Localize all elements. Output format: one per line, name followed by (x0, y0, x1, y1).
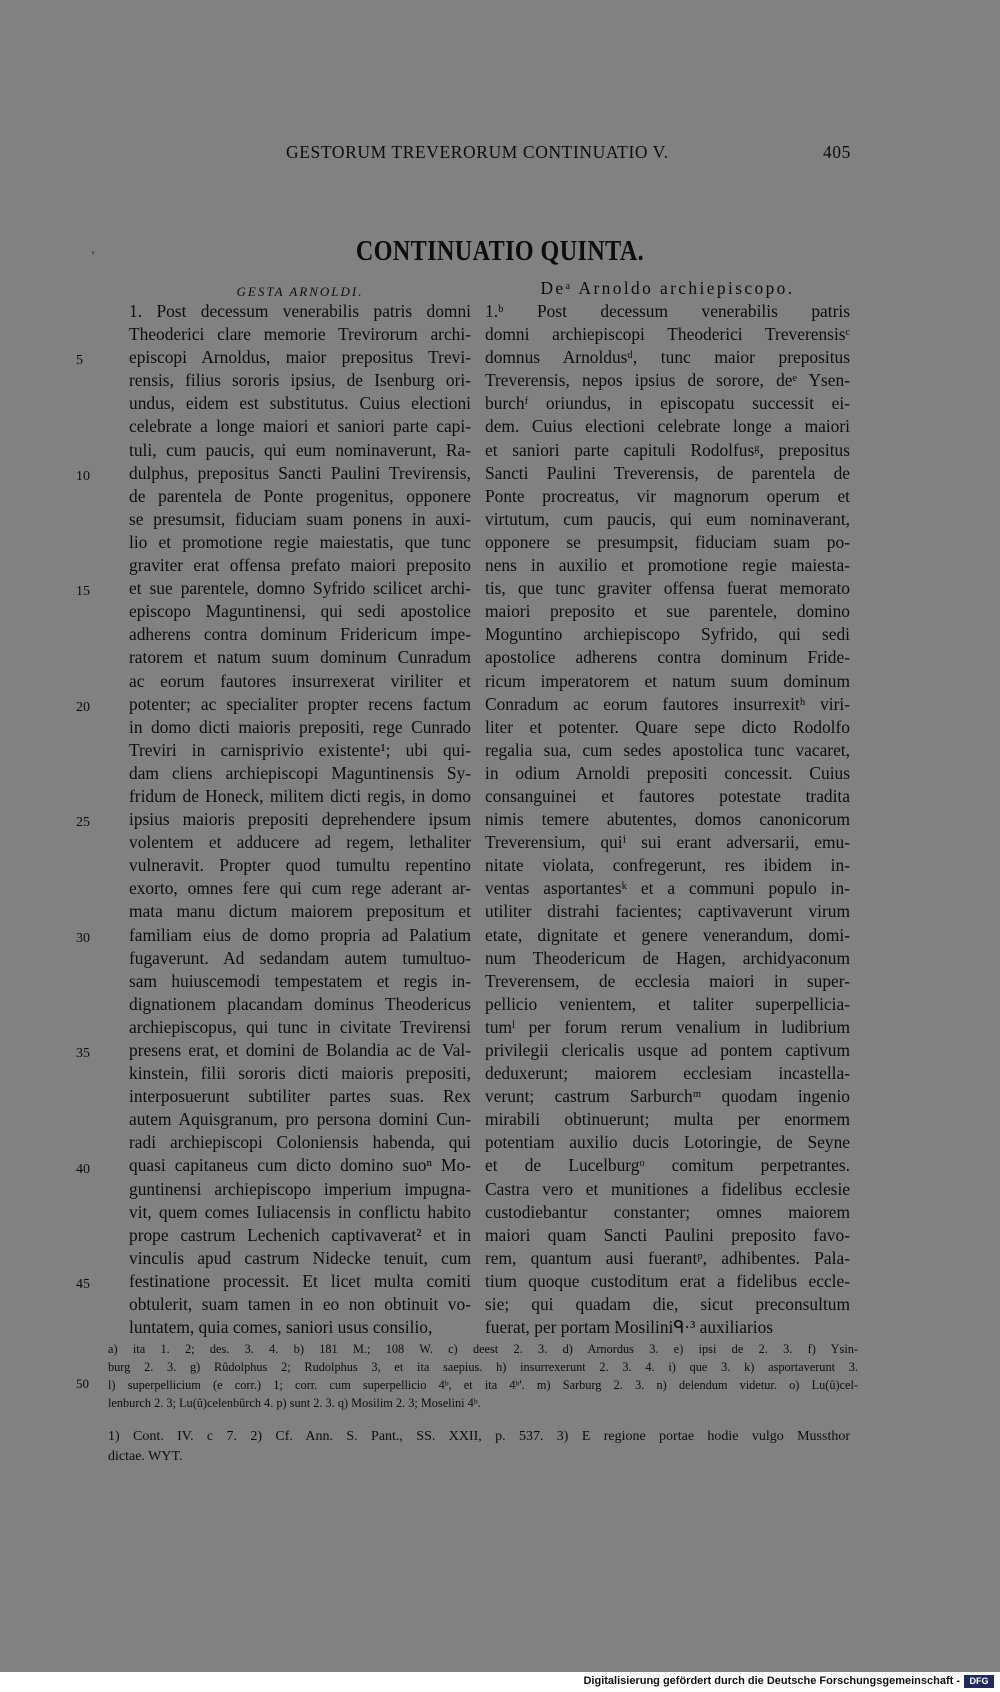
critical-note-line: l) superpellicium (e corr.) 1; corr. cum superpellicio 4ᵇ, et ita 4ᵇ'. m) Sarburg 2. 3. n) delendum videtur. o) Lu(û)cel- (108, 1378, 858, 1392)
line-number: 30 (76, 930, 90, 946)
digitization-credit-bar (0, 1672, 1000, 1692)
text-line: prope castrum Lechenich captivaverat² et in (129, 1224, 471, 1245)
text-line: liter et potenter. Quare sepe dicto Rodolfo (485, 716, 850, 737)
critical-note-line: lenburch 2. 3; Lu(û)celenbûrch 4. p) sunt 2. 3. q) Mosilim 2. 3; Moselini 4ᵇ. (108, 1396, 481, 1410)
line-number: 5 (76, 353, 83, 369)
text-line: pellicio venientem, et taliter superpellicia- (485, 993, 850, 1014)
text-line: Ponte procreatus, vir magnorum operum et (485, 485, 850, 506)
text-line: etate, dignitate et genere venerandum, domi- (485, 924, 850, 945)
text-line: utiliter distrahi facientes; captivaverunt virum (485, 901, 850, 922)
text-line: tis, que tunc graviter offensa fuerat memorato (485, 578, 850, 599)
text-line: ac eorum fautores insurrexerat viriliter et (129, 670, 471, 691)
text-line: Treviri in carnisprivio existente¹; ubi qui- (129, 739, 471, 760)
text-line: tuli, cum paucis, qui eum nominaverunt, Ra- (129, 439, 471, 460)
text-line: archiepiscopus, qui tunc in civitate Trevirensi (129, 1016, 471, 1037)
digitization-credit: Digitalisierung gefördert durch die Deutsche Forschungsgemeinschaft - (583, 1675, 960, 1687)
text-line: maiori preposito et sue parentele, domino (485, 601, 850, 622)
text-line: luntatem, quia comes, saniori usus consilio, (129, 1317, 433, 1338)
text-line: rem, quantum ausi fuerantᵖ, adhibentes. Pala- (485, 1247, 850, 1268)
text-line: radi archiepiscopi Coloniensis habenda, qui (129, 1132, 471, 1153)
text-line: undus, eidem est substitutus. Cuius electioni (129, 393, 471, 414)
text-line: ipsius maioris prepositi deprehendere ipsum (129, 809, 471, 830)
right-column-heading: Deᵃ Arnoldo archiepiscopo. (540, 278, 795, 298)
margin-mark: ' (92, 248, 95, 262)
line-number: 15 (76, 584, 90, 600)
line-number: 10 (76, 468, 90, 484)
text-line: dulphus, prepositus Sancti Paulini Trevirensis, (129, 462, 471, 483)
line-number: 25 (76, 815, 90, 831)
running-head-title: GESTORUM TREVERORUM CONTINUATIO V. (286, 142, 669, 162)
text-line: tumˡ per forum rerum venalium in ludibrium (485, 1016, 850, 1037)
line-number: 20 (76, 699, 90, 715)
text-line: de parentela de Ponte progenitus, opponere (129, 485, 471, 506)
critical-apparatus (108, 1340, 858, 1412)
text-line: in odium Arnoldi prepositi concessit. Cuius (485, 762, 850, 783)
text-line: mata manu dictum maiorem prepositum et (129, 901, 471, 922)
text-line: celebrate a longe maiori et saniori parte capi- (129, 416, 471, 437)
text-line: graviter erat offensa prefato maiori preposito (129, 555, 471, 576)
text-line: potenter; ac specialiter propter recens factum (129, 693, 471, 714)
text-line: dem. Cuius electioni celebrate longe a maiori (485, 416, 850, 437)
text-line: nens in auxilio et promotione regie maiesta- (485, 555, 850, 576)
text-line: consanguinei et fautores potestate tradita (485, 785, 850, 806)
text-line: maiori quam Sancti Paulini preposito favo- (485, 1224, 850, 1245)
section-title: CONTINUATIO QUINTA. (355, 236, 645, 267)
text-line: Moguntino archiepiscopo Syfrido, qui sedi (485, 624, 850, 645)
text-line: lio et promotione regie maiestatis, que tunc (129, 531, 471, 552)
text-line: num Theodericum de Hagen, archidyaconum (485, 947, 850, 968)
text-line: familiam eius de domo propria ad Palatium (129, 924, 471, 945)
text-line: deduxerunt; maiorem ecclesiam incastella- (485, 1063, 850, 1084)
text-line: domnus Arnoldusᵈ, tunc maior prepositus (485, 347, 850, 368)
text-line: sam huiuscemodi tempestatem et regis in- (129, 970, 471, 991)
text-line: verunt; castrum Sarburchᵐ quodam ingenio (485, 1086, 850, 1107)
text-line: apostolice adherens contra dominum Fride- (485, 647, 850, 668)
right-column-text (485, 300, 850, 1339)
text-line: nitate violata, confregerunt, res ibidem in- (485, 855, 850, 876)
text-line: presens erat, et domini de Bolandia ac de Val- (129, 1040, 471, 1060)
text-line: opponere se presumpsit, fiduciam suam po- (485, 531, 850, 552)
text-line: episcopi Arnoldus, maior prepositus Trevi- (129, 347, 471, 368)
text-line: virtutum, cum paucis, qui eum nominaverant, (485, 508, 850, 529)
text-line: guntinensi archiepiscopo imperium impugna- (129, 1178, 471, 1199)
line-number: 45 (76, 1277, 90, 1293)
text-line: domni archiepiscopi Theoderici Treverensisᶜ (485, 324, 850, 345)
text-line: dam cliens archiepiscopi Maguntinensis Sy- (129, 762, 471, 783)
text-line: potentiam auxilio ducis Lotoringie, de Seyne (485, 1132, 850, 1153)
text-line: interposuerunt subtiliter partes suas. Rex (129, 1086, 471, 1107)
text-line: rensis, filius sororis ipsius, de Isenburg ori- (129, 370, 471, 391)
left-column-text (129, 300, 471, 1339)
line-number: 35 (76, 1046, 90, 1062)
text-line: burchᶠ oriundus, in episcopatu successit ei- (485, 393, 850, 414)
dfg-logo: DFG (964, 1675, 994, 1688)
text-line: Sancti Paulini Treverensis, de parentela de (485, 462, 850, 483)
text-line: volentem et adducere ad regem, lethaliter (129, 832, 471, 853)
text-line: obtulerit, suam tamen in eo non obtinuit vo- (129, 1294, 471, 1315)
text-line: et sue parentele, domno Syfrido scilicet archi- (129, 578, 471, 599)
text-line: mirabili obtinuerunt; multa per enormem (485, 1109, 850, 1130)
left-column-heading: GESTA ARNOLDI. (236, 284, 364, 299)
text-line: regalia sua, cum sedes apostolica tunc vacaret, (485, 739, 850, 760)
text-line: 1. Post decessum venerabilis patris domni (129, 301, 471, 321)
page-number: 405 (822, 142, 851, 162)
text-line: quasi capitaneus cum dicto domino suoⁿ Mo- (129, 1155, 471, 1176)
text-line: Castra vero et munitiones a fidelibus ecclesie (485, 1178, 850, 1199)
text-line: Treverensium, quiⁱ sui erant adversarii, emu- (485, 832, 850, 853)
text-line: fridum de Honeck, militem dicti regis, in domo (129, 785, 471, 806)
text-line: 1.ᵇ Post decessum venerabilis patris (485, 301, 850, 321)
text-line: et de Lucelburgᵒ comitum perpetrantes. (485, 1155, 850, 1176)
critical-note-line: burg 2. 3. g) Rûdolphus 2; Rudolphus 3, et ita saepius. h) insurrexerunt 2. 3. 4. i) que 3. k) asportaverunt 3. (108, 1360, 858, 1374)
text-line: vulneravit. Propter quod tumultu repentino (129, 855, 471, 876)
text-line: nimis temere abutentes, domos canonicorum (485, 809, 850, 830)
text-line: kinstein, filii sororis dicti maioris prepositi, (129, 1063, 471, 1084)
text-line: Theoderici clare memorie Trevirorum archi- (129, 324, 471, 345)
text-line: se presumsit, fiduciam suam ponens in auxi- (129, 508, 471, 529)
text-line: tium quoque custoditum erat a fidelibus eccle- (485, 1270, 850, 1291)
text-line: ratorem et natum suum dominum Cunradum (129, 647, 471, 668)
text-line: ricum imperatorem et natum suum dominum (485, 670, 850, 691)
text-line: Conradum ac eorum fautores insurrexitʰ viri- (485, 693, 850, 714)
text-line: episcopo Maguntinensi, qui sedi apostolice (129, 601, 471, 622)
text-line: exorto, omnes fere qui cum rege aderant ar- (129, 878, 471, 899)
text-line: autem Aquisgranum, pro persona domini Cun- (129, 1109, 471, 1130)
footnote-line: 1) Cont. IV. c 7. 2) Cf. Ann. S. Pant., SS. XXII, p. 537. 3) E regione portae hodie vulgo Mussthor (108, 1429, 850, 1444)
footnotes (108, 1427, 850, 1467)
text-line: privilegii clericalis usque ad pontem captivum (485, 1040, 850, 1060)
text-line: festinatione processit. Et licet multa comiti (129, 1270, 471, 1291)
text-line: vinculis apud castrum Nidecke tenuit, cum (129, 1247, 471, 1268)
text-line: fugaverunt. Ad sedandam autem tumultuo- (129, 947, 471, 968)
text-line: fuerat, per portam Mosiliniᑫ·³ auxiliarios (485, 1317, 774, 1338)
text-line: ventas asportantesᵏ et a communi populo in- (485, 878, 850, 899)
line-number: 40 (76, 1161, 90, 1177)
critical-note-line: a) ita 1. 2; des. 3. 4. b) 181 M.; 108 W. c) deest 2. 3. d) Arnordus 3. e) ipsi de 2. 3. f) Ysin- (108, 1342, 858, 1356)
text-line: Treverensem, de ecclesia maiori in super- (485, 970, 850, 991)
text-line: in domo dicti maioris prepositi, rege Cunrado (129, 716, 471, 737)
footnote-line: dictae. WYT. (108, 1449, 183, 1464)
text-line: dignationem placandam dominus Theodericus (129, 993, 471, 1014)
left-column-gesta-arnoldi (129, 277, 471, 1339)
text-line: custodiebantur constanter; omnes maiorem (485, 1201, 850, 1222)
text-line: adherens contra dominum Fridericum impe- (129, 624, 471, 645)
text-line: sie; qui quadam die, sicut preconsultum (485, 1294, 850, 1315)
notes-line-number: 50 (76, 1376, 89, 1391)
text-line: et saniori parte capituli Rodolfusᵍ, prepositus (485, 439, 850, 460)
right-column-de-arnoldo (485, 277, 850, 1339)
text-line: vit, quem comes Iuliacensis in conflictu habito (129, 1201, 471, 1222)
text-line: Treverensis, nepos ipsius de sorore, deᵉ Ysen- (485, 370, 850, 391)
